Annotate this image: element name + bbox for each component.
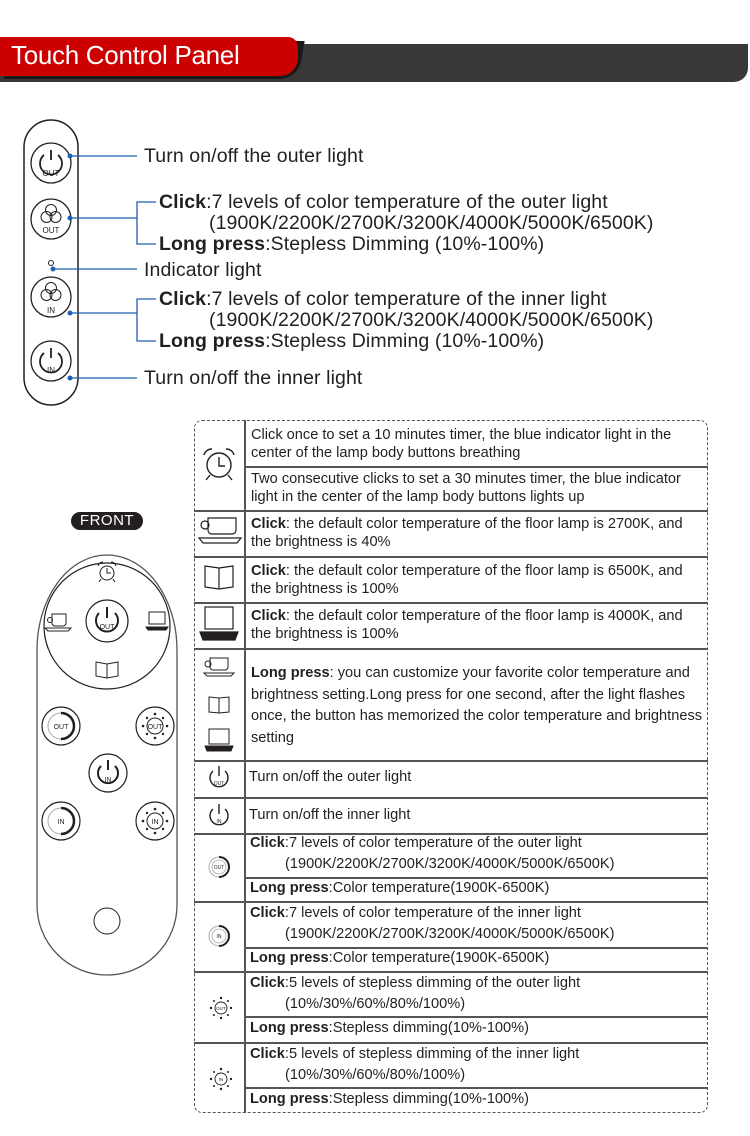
inner-power-row-text: Turn on/off the inner light xyxy=(249,807,411,823)
remote-dimming-in-button xyxy=(136,802,174,840)
row-divider xyxy=(194,797,708,799)
row-divider xyxy=(194,510,708,512)
remote-coffee-cup-icon xyxy=(45,614,71,631)
callout-inner-click-values: (1900K/2200K/2700K/3200K/4000K/5000K/6500K) xyxy=(209,309,654,331)
remote-color-temp-out-button xyxy=(42,707,80,745)
svg-text:IN: IN xyxy=(47,366,55,375)
svg-text:OUT: OUT xyxy=(147,724,163,731)
inner-ct-values: (1900K/2200K/2700K/3200K/4000K/5000K/6500K) xyxy=(285,926,615,942)
page-title: Touch Control Panel xyxy=(11,40,240,70)
color-temp-out-icon xyxy=(209,857,229,877)
row-divider xyxy=(244,1016,708,1018)
row-divider xyxy=(194,1042,708,1044)
callout-indicator: Indicator light xyxy=(144,259,262,281)
power-in-icon xyxy=(210,804,228,825)
callout-outer-click: Click:7 levels of color temperature of the outer light xyxy=(159,191,608,213)
indicator-light-icon xyxy=(49,261,54,266)
power-in-icon xyxy=(31,341,71,381)
outer-ct-values: (1900K/2200K/2700K/3200K/4000K/5000K/6500K) xyxy=(285,856,615,872)
row-divider xyxy=(244,466,708,468)
inner-ct-click: Click:7 levels of color temperature of the inner light xyxy=(250,905,581,921)
svg-text:OUT: OUT xyxy=(53,724,69,731)
book-icon xyxy=(205,566,233,589)
row-divider xyxy=(244,1087,708,1089)
laptop-row-text: Click: the default color temperature of the floor lamp is 4000K, and the brightness is 100% xyxy=(251,608,683,642)
svg-text:IN: IN xyxy=(216,819,222,825)
color-temp-in-icon xyxy=(209,926,229,946)
row-divider xyxy=(194,648,708,650)
svg-text:OUT: OUT xyxy=(42,169,60,178)
svg-text:OUT: OUT xyxy=(213,865,225,871)
svg-text:OUT: OUT xyxy=(213,781,225,787)
callout-outer-click-values: (1900K/2200K/2700K/3200K/4000K/5000K/6500K) xyxy=(209,212,654,234)
svg-text:IN: IN xyxy=(218,1077,224,1082)
row-divider xyxy=(244,947,708,949)
outer-power-row-text: Turn on/off the outer light xyxy=(249,769,412,785)
remote-color-temp-in-button xyxy=(42,802,80,840)
timer-once-text: Click once to set a 10 minutes timer, the blue indicator light in the center of the lamp body buttons breathing xyxy=(251,427,672,461)
row-divider xyxy=(194,602,708,604)
table-icons xyxy=(194,420,244,1113)
inner-dim-click: Click:5 levels of stepless dimming of the inner light xyxy=(250,1046,580,1062)
cup-row-text: Click: the default color temperature of the floor lamp is 2700K, and the brightness is 40% xyxy=(251,516,683,550)
remote-alarm-icon xyxy=(98,562,116,582)
touch-panel-outline xyxy=(24,120,78,405)
svg-text:IN: IN xyxy=(151,819,159,826)
coffee-cup-icon xyxy=(199,518,241,543)
laptop-icon xyxy=(200,607,238,640)
book-row-text: Click: the default color temperature of the floor lamp is 6500K, and the brightness is 100% xyxy=(251,563,683,597)
inner-ct-long: Long press:Color temperature(1900K-6500K) xyxy=(250,950,550,966)
scene-buttons-icon xyxy=(204,658,234,751)
callout-inner-long: Long press:Stepless Dimming (10%-100%) xyxy=(159,330,545,352)
svg-text:IN: IN xyxy=(216,934,222,940)
inner-dim-values: (10%/30%/60%/80%/100%) xyxy=(285,1067,466,1083)
row-divider xyxy=(194,556,708,558)
remote-control-diagram xyxy=(30,538,190,978)
touch-panel-diagram xyxy=(0,110,750,410)
svg-text:IN: IN xyxy=(104,777,112,784)
front-badge: FRONT xyxy=(71,512,143,530)
color-temp-in-icon xyxy=(31,277,71,317)
power-out-icon xyxy=(210,766,228,787)
svg-text:OUT: OUT xyxy=(216,1006,226,1011)
outer-dim-long: Long press:Stepless dimming(10%-100%) xyxy=(250,1020,529,1036)
dimming-out-icon xyxy=(210,997,232,1019)
svg-text:IN: IN xyxy=(47,306,55,315)
svg-text:OUT: OUT xyxy=(42,226,60,235)
row-divider xyxy=(194,901,708,903)
svg-text:OUT: OUT xyxy=(99,624,115,631)
row-divider xyxy=(194,971,708,973)
callout-outer-long: Long press:Stepless Dimming (10%-100%) xyxy=(159,233,545,255)
remote-sensor-circle xyxy=(94,908,120,934)
outer-ct-long: Long press:Color temperature(1900K-6500K) xyxy=(250,880,550,896)
table-column-divider xyxy=(244,420,246,1113)
callout-inner-click: Click:7 levels of color temperature of the inner light xyxy=(159,288,607,310)
callout-dots xyxy=(51,154,73,381)
timer-twice-text: Two consecutive clicks to set a 30 minutes timer, the blue indicator light in the center of the lamp body buttons lights up xyxy=(251,471,681,505)
remote-laptop-icon xyxy=(146,612,168,630)
color-temp-out-icon xyxy=(31,199,71,239)
dimming-in-icon xyxy=(210,1068,232,1090)
row-divider xyxy=(244,877,708,879)
callout-lines xyxy=(53,156,156,378)
remote-power-in-button xyxy=(89,754,127,792)
svg-text:IN: IN xyxy=(57,819,65,826)
power-out-icon xyxy=(31,143,71,183)
long-press-scene-text: Long press: you can customize your favorite color temperature and brightness setting.Long press for one second, after the light flashes once, the button has memorized the color temperature and brightness setting xyxy=(251,665,703,746)
remote-book-icon xyxy=(96,662,118,678)
alarm-clock-icon xyxy=(204,449,234,480)
outer-dim-values: (10%/30%/60%/80%/100%) xyxy=(285,996,466,1012)
callout-outer-power: Turn on/off the outer light xyxy=(144,145,364,167)
outer-ct-click: Click:7 levels of color temperature of the outer light xyxy=(250,835,582,851)
callout-inner-power: Turn on/off the inner light xyxy=(144,367,363,389)
remote-dimming-out-button xyxy=(136,707,174,745)
remote-power-out-button xyxy=(86,600,128,642)
row-divider xyxy=(194,760,708,762)
inner-dim-long: Long press:Stepless dimming(10%-100%) xyxy=(250,1091,529,1107)
outer-dim-click: Click:5 levels of stepless dimming of the outer light xyxy=(250,975,581,991)
